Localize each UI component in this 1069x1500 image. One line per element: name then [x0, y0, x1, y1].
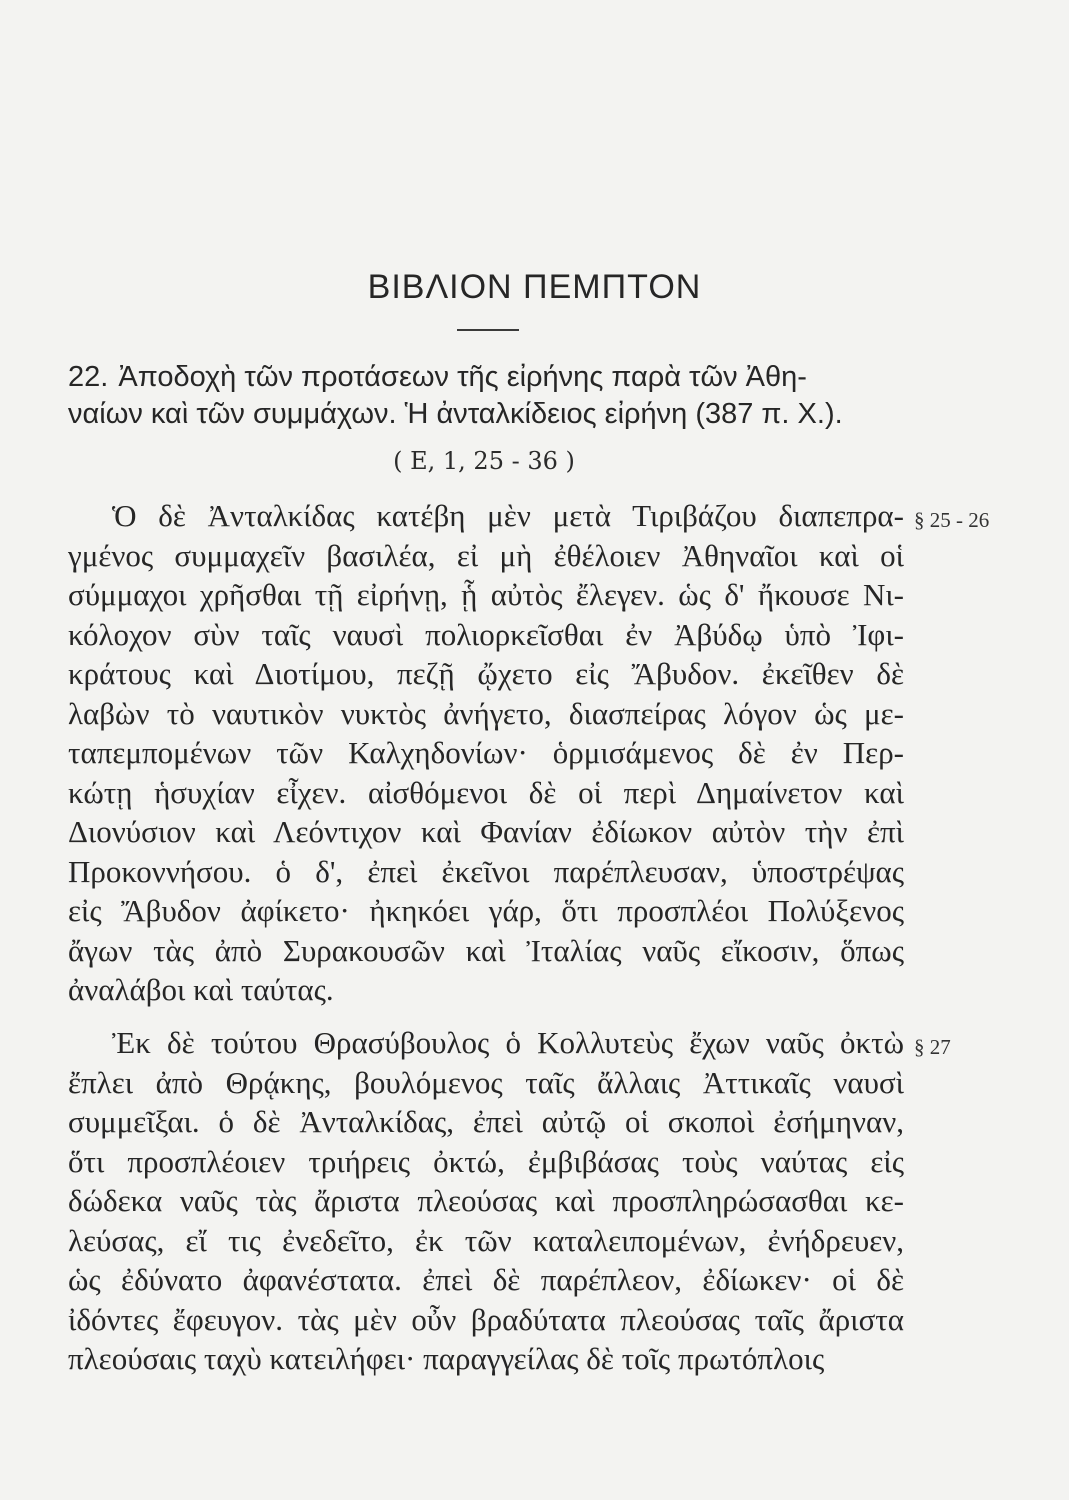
text-line: ὡς ἐδύνατο ἀφανέστατα. ἐπεὶ δὲ παρέπλεον, ἐδίωκεν· οἱ δὲ: [68, 1262, 904, 1297]
paragraph-1: [68, 496, 904, 1010]
chapter-heading: [68, 359, 918, 433]
margin-note-section-25-26: § 25 - 26: [914, 508, 990, 532]
source-reference: ( Ε, 1, 25 - 36 ): [393, 447, 575, 475]
text-line: ἔπλει ἀπὸ Θρᾴκης, βουλόμενος ταῖς ἄλλαις Ἀττικαῖς ναυσὶ: [68, 1064, 904, 1100]
text-line: κώτῃ ἡσυχίαν εἶχεν. αἰσθόμενοι δὲ οἱ περὶ Δημαίνετον καὶ: [68, 774, 904, 810]
text-line: κράτους καὶ Διοτίμου, πεζῇ ᾤχετο εἰς Ἄβυδον. ἐκεῖθεν δὲ: [68, 656, 904, 691]
text-line: Ἐκ δὲ τούτου Θρασύβουλος ὁ Κολλυτεὺς ἔχων ναῦς ὀκτὼ: [112, 1025, 904, 1060]
paragraph-2: [68, 1023, 904, 1379]
margin-note-section-27: § 27: [914, 1035, 951, 1059]
chapter-title-line-1: Ἀποδοχὴ τῶν προτάσεων τῆς εἰρήνης παρὰ τῶν Ἀθη-: [118, 361, 807, 393]
text-line: γμένος συμμαχεῖν βασιλέα, εἰ μὴ ἐθέλοιεν Ἀθηναῖοι καὶ οἱ: [68, 537, 904, 573]
text-line: δώδεκα ναῦς τὰς ἄριστα πλεούσας καὶ προσπληρώσασθαι κε-: [68, 1183, 904, 1218]
text-line: κόλοχον σὺν ταῖς ναυσὶ πολιορκεῖσθαι ἐν Ἀβύδῳ ὑπὸ Ἰφι-: [68, 616, 904, 652]
chapter-heading-line-1: [68, 359, 918, 396]
text-line: εἰς Ἄβυδον ἀφίκετο· ἠκηκόει γάρ, ὅτι προσπλέοι Πολύξενος: [68, 893, 904, 928]
text-line: συμμεῖξαι. ὁ δὲ Ἀνταλκίδας, ἐπεὶ αὐτῷ οἱ σκοποὶ ἐσήμηναν,: [68, 1104, 904, 1139]
text-line: ὅτι προσπλέοιεν τριήρεις ὀκτώ, ἐμβιβάσας τοὺς ναύτας εἰς: [68, 1143, 904, 1179]
chapter-number: 22.: [68, 361, 109, 393]
text-line: πλεούσαις ταχὺ κατειλήφει· παραγγείλας δὲ τοῖς πρωτόπλοις: [68, 1341, 825, 1376]
text-line: Προκοννήσου. ὁ δ', ἐπεὶ ἐκεῖνοι παρέπλευσαν, ὑποστρέψας: [68, 853, 904, 889]
text-line: ἀναλάβοι καὶ ταύτας.: [68, 972, 334, 1007]
text-line: λεύσας, εἴ τις ἐνεδεῖτο, ἐκ τῶν καταλειπομένων, ἐνήδρευεν,: [68, 1222, 904, 1258]
chapter-title-line-2: ναίων καὶ τῶν συμμάχων. Ἡ ἀνταλκίδειος εἰρήνη (387 π. Χ.).: [68, 398, 843, 430]
text-line: ἄγων τὰς ἀπὸ Συρακουσῶν καὶ Ἰταλίας ναῦς εἴκοσιν, ὅπως: [68, 932, 904, 968]
text-line: Ὁ δὲ Ἀνταλκίδας κατέβη μὲν μετὰ Τιριβάζου διαπεπρα-: [112, 498, 904, 533]
text-line: ταπεμπομένων τῶν Καλχηδονίων· ὁρμισάμενος δὲ ἐν Περ-: [68, 735, 904, 770]
text-line: ἰδόντες ἔφευγον. τὰς μὲν οὖν βραδύτατα πλεούσας ταῖς ἄριστα: [68, 1301, 904, 1337]
book-title: ΒΙΒΛΙΟΝ ΠΕΜΠΤΟΝ: [367, 268, 702, 306]
text-line: σύμμαχοι χρῆσθαι τῇ εἰρήνῃ, ᾗ αὐτὸς ἔλεγεν. ὡς δ' ἤκουσε Νι-: [68, 577, 904, 612]
text-line: Διονύσιον καὶ Λεόντιχον καὶ Φανίαν ἐδίωκον αὐτὸν τὴν ἐπὶ: [68, 814, 904, 849]
text-line: λαβὼν τὸ ναυτικὸν νυκτὸς ἀνήγετο, διασπείρας λόγον ὡς με-: [68, 695, 904, 731]
title-divider: [457, 329, 519, 331]
